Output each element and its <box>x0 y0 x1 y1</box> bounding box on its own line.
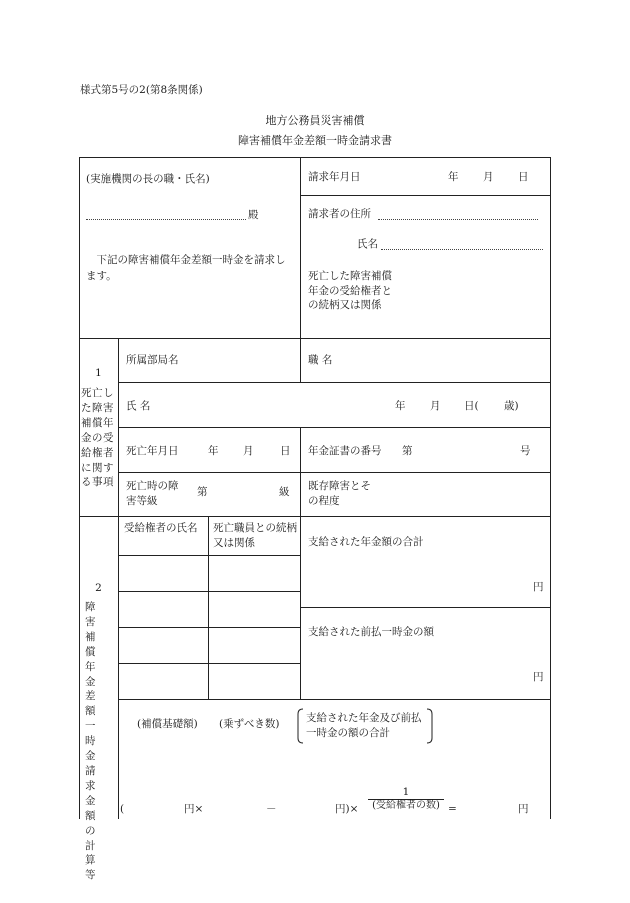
request-month-label: 月 <box>483 171 494 183</box>
section2-title: 障害補償年金差額一時金請求金額の計算等 <box>85 601 97 882</box>
section1-title: 死亡した障害補償年金の受給権者に関する事項 <box>81 387 114 489</box>
calc-yen-times: 円× <box>184 803 204 815</box>
addressee-label: (実施機関の長の職・氏名) <box>86 173 210 185</box>
recipient-relation-cell[interactable] <box>209 556 300 591</box>
grade-dai-label: 第 <box>197 486 208 498</box>
post-label: 職 名 <box>308 354 333 366</box>
recipient-relation-cell[interactable] <box>209 664 300 699</box>
dept-label: 所属部局名 <box>126 354 179 366</box>
existing-disability-label: 既存障害とその程度 <box>308 480 371 508</box>
grade-kyu-label: 級 <box>279 486 290 498</box>
request-date-label: 請求年月日 <box>308 171 361 183</box>
bracket-shape <box>296 708 441 744</box>
org-title: 地方公務員災害補償 <box>265 114 365 127</box>
recipient-name-cell[interactable] <box>119 664 208 699</box>
col-header-relation: 死亡職員との続柄又は関係 <box>213 522 297 550</box>
paid-pension-total-label: 支給された年金額の合計 <box>308 536 424 548</box>
calc-open-paren: ( <box>120 803 125 815</box>
calc-minus: － <box>266 803 277 815</box>
claimant-name-label: 氏名 <box>357 238 378 250</box>
request-text: 下記の障害補償年金差額一時金を請求します。 <box>86 254 286 282</box>
relation-label: 死亡した障害補償年金の受給権者との続柄又は関係 <box>308 270 392 312</box>
claimant-address-field[interactable] <box>378 219 538 220</box>
document-title: 障害補償年金差額一時金請求書 <box>238 134 392 147</box>
recipient-relation-cell[interactable] <box>209 628 300 663</box>
age-label: 歳) <box>504 400 519 412</box>
death-date-label: 死亡年月日 <box>126 445 179 457</box>
claimant-name-field[interactable] <box>381 249 543 250</box>
col-header-recipient-name: 受給権者の氏名 <box>124 522 198 534</box>
paid-pension-yen: 円 <box>533 581 544 593</box>
calc-equals: = <box>448 803 457 815</box>
pension-go-label: 号 <box>520 445 531 457</box>
pension-cert-label: 年金証書の番号 <box>308 445 382 457</box>
form-number: 様式第5号の2(第8条関係) <box>80 84 203 96</box>
paid-total-label: 支給された年金及び前払一時金の額の合計 <box>306 712 422 740</box>
death-day-label: 日 <box>280 445 291 457</box>
section2-number: 2 <box>95 582 102 594</box>
recipient-name-cell[interactable] <box>119 628 208 663</box>
request-day-label: 日 <box>518 171 529 183</box>
dono-label: 殿 <box>248 209 259 221</box>
birth-month-label: 月 <box>430 400 441 412</box>
basic-amount-label: (補償基礎額) <box>137 718 198 730</box>
birth-day-label: 日( <box>464 400 479 412</box>
fraction-denominator: (受給権者の数) <box>372 800 440 811</box>
death-month-label: 月 <box>243 445 254 457</box>
calc-close-yen: 円)× <box>335 803 359 815</box>
addressee-field[interactable] <box>86 219 246 220</box>
paid-lump-sum-yen: 円 <box>533 671 544 683</box>
paid-lump-sum-label: 支給された前払一時金の額 <box>308 626 434 638</box>
recipient-name-cell[interactable] <box>119 556 208 591</box>
deceased-name-label: 氏 名 <box>126 400 151 412</box>
multiplier-label: (乗ずべき数) <box>219 718 280 730</box>
section1-number: 1 <box>95 367 102 379</box>
calc-result-yen: 円 <box>518 803 529 815</box>
death-year-label: 年 <box>208 445 219 457</box>
recipient-relation-cell[interactable] <box>209 592 300 627</box>
recipient-name-cell[interactable] <box>119 592 208 627</box>
disability-grade-label: 死亡時の障害等級 <box>126 480 179 508</box>
fraction-numerator: 1 <box>402 786 410 798</box>
birth-year-label: 年 <box>395 400 406 412</box>
request-year-label: 年 <box>448 171 459 183</box>
pension-dai-label: 第 <box>402 445 413 457</box>
claimant-address-label: 請求者の住所 <box>308 208 371 220</box>
